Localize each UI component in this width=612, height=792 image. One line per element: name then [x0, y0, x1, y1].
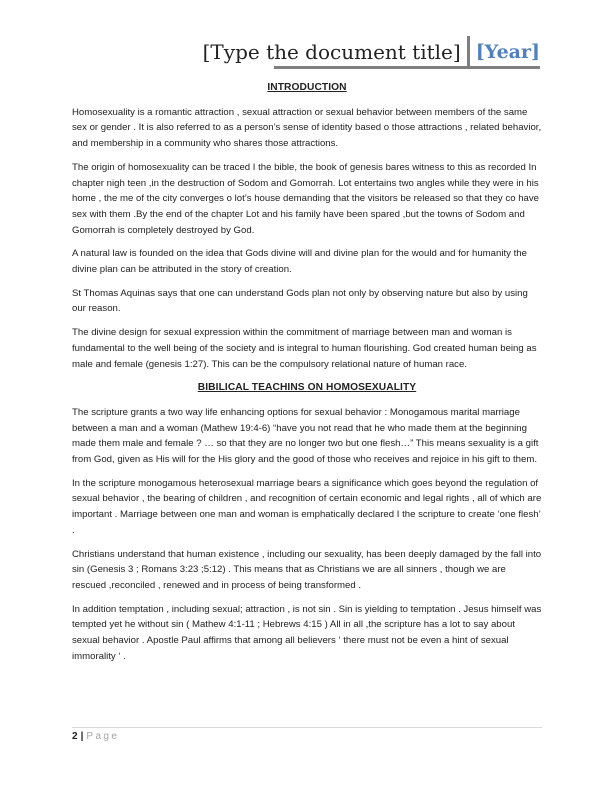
page-label: Page	[86, 731, 120, 742]
footer-separator: |	[80, 731, 84, 742]
paragraph: In addition temptation , including sexual; attraction , is not sin . Sin is yielding to temptation . Jesus himself was tempted yet he without sin ( Mathew 4:1-11 ; Hebrews 4:15 ) All in all ,the scripture has a lot to say about sexual behavior . Apostle Paul affirms that among all believers ‘ there must not be even a hint of sexual immorality ‘ .	[72, 603, 542, 662]
paragraph: The scripture grants a two way life enhancing options for sexual behavior : Monogamous marital marriage between a man and a woman (Mathew 19:4-6) “have you not read that he who made them at the beginning made them male and female ? … so that they are no longer two but one flesh…” This means sexuality is a gift from God, given as His will for the His glory and the good of those who receives and rejoice in his gift to them.	[72, 406, 539, 466]
section-heading: INTRODUCTION	[267, 82, 347, 93]
paragraph: In the scripture monogamous heterosexual marriage bears a significance which goes beyond the regulation of sexual behavior , the bearing of children , and recognition of certain economic and legal rights , all of which are important . Marriage between one man and woman is emphatically declared I the scripture to create ‘one flesh’ .	[72, 477, 542, 536]
paragraph: Christians understand that human existence , including our sexuality, has been deeply damaged by the fall into sin (Genesis 3 ; Romans 3:23 ;5:12) . This means that as Christians we are all sinners , though we are rescued ,reconciled , renewed and in process of being transformed .	[72, 548, 542, 591]
section-introduction	[72, 80, 542, 372]
paragraph: St Thomas Aquinas says that one can understand Gods plan not only by observing nature but also by using our reason.	[72, 287, 528, 315]
footer-rule	[72, 727, 542, 728]
year-placeholder[interactable]: [Year]	[475, 41, 540, 63]
paragraph: A natural law is founded on the idea that Gods divine will and divine plan for the would and for humanity the divine plan can be attributed in the story of creation.	[72, 248, 527, 276]
page-header	[203, 36, 540, 66]
paragraph: The origin of homosexuality can be traced I the bible, the book of genesis bares witness to this as recorded In chapter nigh teen ,in the destruction of Sodom and Gomorrah. Lot entertains two angles while they were in his home , the me of the city converges o lot’s house demanding that the visitors be released so that they co have sex with them .By the end of the chapter Lot and his family have been spared ,but the towns of Sodom and Gomorrah is completely destroyed by God.	[72, 161, 539, 236]
header-rule	[274, 66, 540, 69]
paragraph: The divine design for sexual expression within the commitment of marriage between man and woman is fundamental to the well being of the society and is integral to human flourishing. God created human being as male and female (genesis 1:27). This can be the compulsory relational nature of human race.	[72, 327, 537, 370]
document-body	[72, 80, 542, 673]
document-title-placeholder[interactable]: [Type the document title]	[202, 40, 461, 64]
page-footer	[72, 731, 119, 742]
page-number: 2	[72, 731, 78, 742]
section-biblical-teachings	[72, 380, 542, 664]
paragraph: Homosexuality is a romantic attraction , sexual attraction or sexual behavior between members of the same sex or gender . It is also referred to as a person’s sense of identity based o those attractions , related behavior, and membership in a community who shares those attractions.	[72, 106, 542, 150]
section-heading: BIBILICAL TEACHINS ON HOMOSEXUALITY	[197, 382, 417, 394]
